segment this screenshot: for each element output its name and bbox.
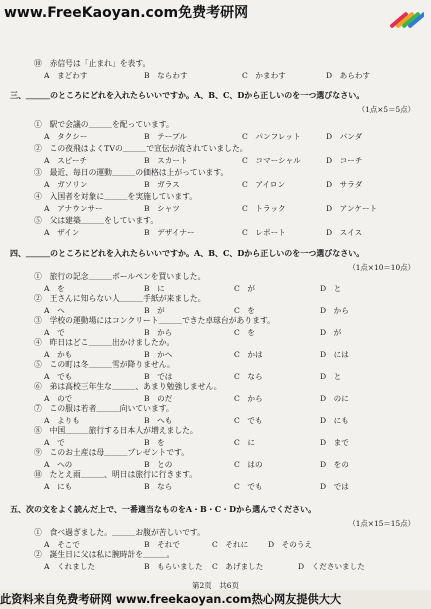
option: B テーブル <box>144 132 187 141</box>
section-score: （1点×15＝15点） <box>348 519 415 528</box>
option: C パンフレット <box>242 132 301 141</box>
option: A よりも <box>44 416 80 425</box>
question-stem: ① 駅で会議の＿＿＿を配っています。 <box>34 120 174 129</box>
option: A かも <box>44 350 73 359</box>
question-stem: ② この夜飛はよくTVの＿＿＿で宣伝が流されていました。 <box>34 144 248 153</box>
question-stem: ⑩ たとえ雨＿＿＿、明日は旅行に行きます。 <box>34 470 198 479</box>
question-stem: ① 食べ過ぎました。＿＿＿お腹が苦しいです。 <box>34 528 205 537</box>
option: C レポート <box>242 228 286 237</box>
option: A への <box>44 460 73 469</box>
option: D あらわす <box>326 71 371 80</box>
option: C でも <box>234 482 263 491</box>
option: C アイロン <box>242 180 286 189</box>
section-score: （1点×10＝10点） <box>348 263 415 272</box>
question-stem: ⑦ この服は若者＿＿＿向いています。 <box>34 404 174 413</box>
option: A でも <box>44 372 73 381</box>
option: C が <box>234 284 255 293</box>
option: B シャツ <box>144 204 180 213</box>
question-stem: ⑥ 弟は高校三年生な＿＿＿、あまり勉強しません。 <box>34 382 222 391</box>
option: A そこで <box>44 540 80 549</box>
question-stem: ① 旅行の記念＿＿＿ボールペンを買いました。 <box>34 272 206 281</box>
option: C なら <box>234 372 263 381</box>
option: C を <box>234 306 255 315</box>
question-stem: ② 誕生日に父は私に腕時計を＿＿＿。 <box>34 550 175 559</box>
option: D コーチ <box>326 156 363 165</box>
option: B かへ <box>144 350 173 359</box>
option: D では <box>320 482 349 491</box>
question-stem: ⑤ 父は建築＿＿＿をしています。 <box>34 216 159 225</box>
page-number: 第2页 共6页 <box>191 581 240 590</box>
question-stem: ⑤ この町は冬＿＿＿雪が降りません。 <box>34 360 175 369</box>
site-header <box>0 0 431 24</box>
option: A ガソリン <box>44 180 88 189</box>
option: A にも <box>44 482 73 491</box>
option: A で <box>44 328 65 337</box>
option: C あげました <box>212 562 264 571</box>
option: D には <box>320 350 349 359</box>
option: B に <box>144 284 165 293</box>
option: B それで <box>144 540 180 549</box>
option: D アンケート <box>326 204 378 213</box>
site-name: www.FreeKaoyan.com免费考研网 <box>4 5 249 21</box>
option: C に <box>234 438 255 447</box>
option: D にも <box>320 416 349 425</box>
option: B ならわす <box>144 71 188 80</box>
option: B では <box>144 372 173 381</box>
option: D のに <box>320 394 349 403</box>
option: C でも <box>234 416 263 425</box>
option: C トラック <box>242 204 286 213</box>
section-title: 四、＿＿＿のところにどれを入れたらいいですか。A、B、C、Dから正しいのを一つ選びなさい。 <box>10 248 365 258</box>
question-stem: ③ 最近、毎日の運動＿＿＿の価格は上がっています。 <box>34 168 229 177</box>
option: B もらいました <box>144 562 203 571</box>
question-stem: ④ 入国者を対象に＿＿＿を実施しています。 <box>34 192 198 201</box>
option: B から <box>144 328 173 337</box>
option: B が <box>144 306 165 315</box>
question-stem: ② 王さんに知らない人＿＿＿手紙が来ました。 <box>34 294 206 303</box>
option: D が <box>320 328 342 337</box>
option: A アナウンサー <box>44 204 103 213</box>
question-stem: ⑩ 赤信号は「止まれ」を表す。 <box>34 59 151 68</box>
option: C コマーシャル <box>242 156 301 165</box>
option: D と <box>320 372 342 381</box>
watermark-banner <box>0 590 431 609</box>
option: D をの <box>320 460 349 469</box>
option: D そのうえ <box>268 540 313 549</box>
watermark-text: 此资料来自免费考研网 www.freekaoyan.com热心网友提供大大 <box>0 593 342 606</box>
question-stem: ⑨ このお土産は母＿＿＿プレゼントです。 <box>34 448 189 457</box>
option: B へも <box>144 416 173 425</box>
option: A を <box>44 284 65 293</box>
option: D くださいました <box>298 562 365 571</box>
option: A まどわす <box>44 71 88 80</box>
option: C はの <box>234 460 263 469</box>
option: C から <box>234 394 263 403</box>
question-stem: ③ 学校の運動場にはコンクリート＿＿＿できた卓球台があります。 <box>34 316 275 325</box>
question-stem: ④ 昨日はどこ＿＿＿出かけましたか。 <box>34 338 175 347</box>
option: D スイス <box>326 228 363 237</box>
option: D まで <box>320 438 349 447</box>
option: C を <box>234 328 255 337</box>
option: B スカート <box>144 156 188 165</box>
option: A ので <box>44 394 73 403</box>
section-title: 三、＿＿＿のところにどれを入れたらいいですか。A、B、C、Dから正しいのを一つ選びなさい。 <box>10 90 365 100</box>
option: D サラダ <box>326 180 363 189</box>
section-title: 五、次の文をよく読んだ上で、一番適当なものをA・B・C・Dから選んでください。 <box>10 504 317 514</box>
option: D パンダ <box>326 132 363 141</box>
option: C かまわす <box>242 71 286 80</box>
option: B なら <box>144 482 173 491</box>
option: A ザイン <box>44 228 80 237</box>
option: A へ <box>44 306 65 315</box>
option: B を <box>144 438 165 447</box>
option: D と <box>320 284 342 293</box>
option: A で <box>44 438 65 447</box>
option: C それに <box>212 540 249 549</box>
section-score: （1点×5＝5点） <box>357 105 415 114</box>
option: A スピーチ <box>44 156 88 165</box>
option: B との <box>144 460 173 469</box>
question-stem: ⑧ 中国＿＿＿旅行する日本人が増えました。 <box>34 426 198 435</box>
option: D から <box>320 306 349 315</box>
option: B デザイナー <box>144 228 195 237</box>
option: A タクシー <box>44 132 88 141</box>
option: B のだ <box>144 394 173 403</box>
option: C かは <box>234 350 263 359</box>
site-logo-icon <box>384 4 424 28</box>
option: A くれました <box>44 562 96 571</box>
option: B ガラス <box>144 180 180 189</box>
